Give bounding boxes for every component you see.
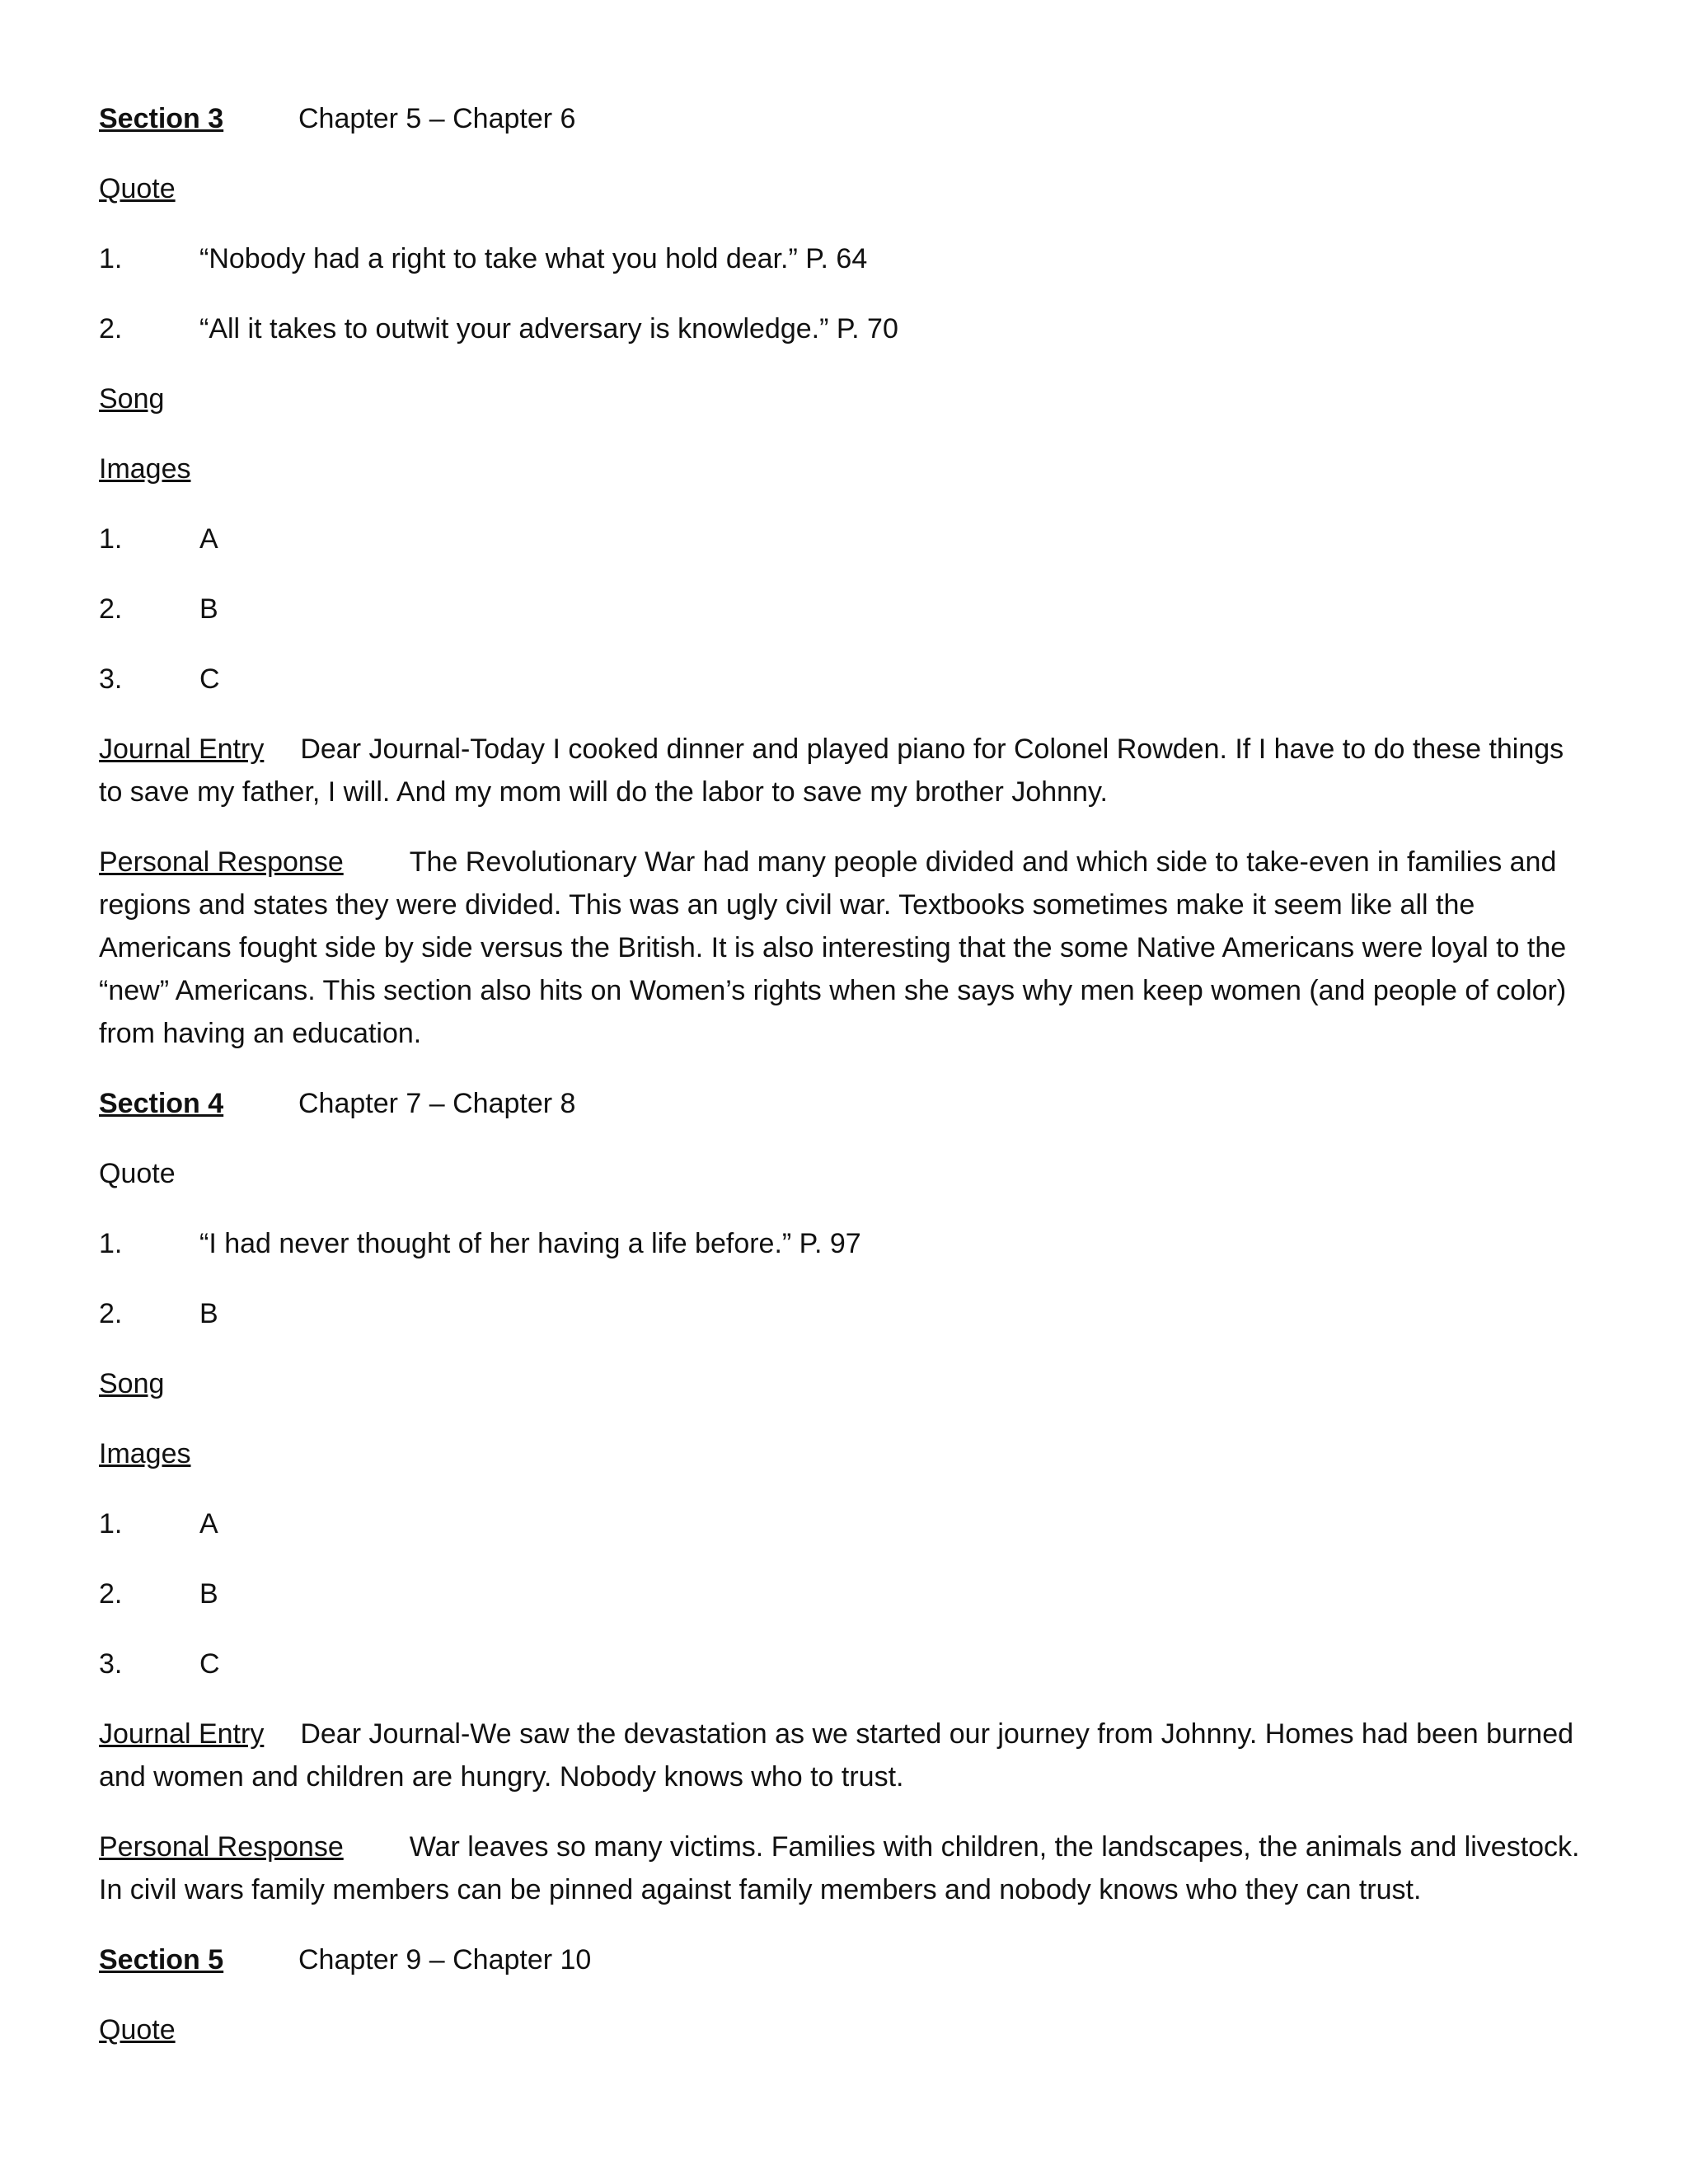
- journal-text: Dear Journal-We saw the devastation as we started our journey from Johnny. Homes had been burned and women and children are hungry. Nobody knows who to trust.: [99, 1718, 1574, 1793]
- list-number: 1.: [99, 523, 123, 555]
- image-text: B: [199, 1578, 218, 1610]
- response-text: The Revolutionary War had many people divided and which side to take-even in families and regions and states they were divided. This was an ugly civil war. Textbooks sometimes make it seem like all the Americans fought side by side versus the British. It is also interesting that the some Native Americans were loyal to the “new” Americans. This section also hits on Women’s rights when she says why men keep women (and people of color) from having an education.: [99, 846, 1567, 1049]
- personal-response: [99, 1825, 1582, 1911]
- section-title: Section 5: [99, 1944, 224, 1975]
- journal-entry: [99, 1713, 1582, 1798]
- image-item: [99, 518, 1582, 560]
- journal-label: Journal Entry: [99, 1718, 265, 1750]
- response-label: Personal Response: [99, 1831, 344, 1863]
- images-label: Images: [99, 1438, 191, 1469]
- section-title: Section 4: [99, 1088, 224, 1119]
- section-heading: [99, 1082, 1582, 1125]
- quote-text: “I had never thought of her having a life before.” P. 97: [199, 1228, 861, 1259]
- song-label: Song: [99, 383, 165, 415]
- image-item: [99, 1572, 1582, 1615]
- list-number: 1.: [99, 243, 123, 274]
- journal-text: Dear Journal-Today I cooked dinner and played piano for Colonel Rowden. If I have to do these things to save my father, I will. And my mom will do the labor to save my brother Johnny.: [99, 733, 1564, 808]
- quote-item: [99, 1222, 1582, 1265]
- chapter-range: Chapter 7 – Chapter 8: [298, 1088, 576, 1119]
- image-text: B: [199, 593, 218, 625]
- section-heading: [99, 97, 1582, 140]
- section-heading: [99, 1938, 1582, 1981]
- image-text: C: [199, 663, 220, 695]
- image-item: [99, 588, 1582, 630]
- personal-response: [99, 841, 1582, 1055]
- image-item: [99, 658, 1582, 701]
- quote-text: B: [199, 1298, 218, 1329]
- quote-label: Quote: [99, 173, 176, 204]
- list-number: 2.: [99, 1298, 123, 1329]
- list-number: 2.: [99, 313, 123, 344]
- quote-label: Quote: [99, 2014, 176, 2046]
- quote-item: [99, 1292, 1582, 1335]
- quote-item: [99, 307, 1582, 350]
- chapter-range: Chapter 5 – Chapter 6: [298, 103, 576, 134]
- quote-text: “Nobody had a right to take what you hold dear.” P. 64: [199, 243, 868, 274]
- document-body: [99, 97, 1582, 2079]
- response-text: War leaves so many victims. Families with children, the landscapes, the animals and livestock. In civil wars family members can be pinned against family members and nobody knows who they can trust.: [99, 1831, 1580, 1905]
- quote-item: [99, 237, 1582, 280]
- quote-label: Quote: [99, 1158, 176, 1189]
- list-number: 2.: [99, 593, 123, 625]
- list-number: 3.: [99, 1648, 123, 1680]
- chapter-range: Chapter 9 – Chapter 10: [298, 1944, 592, 1975]
- images-label: Images: [99, 453, 191, 485]
- song-label: Song: [99, 1368, 165, 1399]
- list-number: 3.: [99, 663, 123, 695]
- image-item: [99, 1502, 1582, 1545]
- list-number: 1.: [99, 1508, 123, 1540]
- image-text: A: [199, 1508, 218, 1540]
- list-number: 2.: [99, 1578, 123, 1610]
- image-text: A: [199, 523, 218, 555]
- journal-label: Journal Entry: [99, 733, 265, 765]
- section-title: Section 3: [99, 103, 224, 134]
- image-item: [99, 1643, 1582, 1685]
- quote-text: “All it takes to outwit your adversary is knowledge.” P. 70: [199, 313, 898, 344]
- response-label: Personal Response: [99, 846, 344, 878]
- list-number: 1.: [99, 1228, 123, 1259]
- image-text: C: [199, 1648, 220, 1680]
- journal-entry: [99, 728, 1582, 813]
